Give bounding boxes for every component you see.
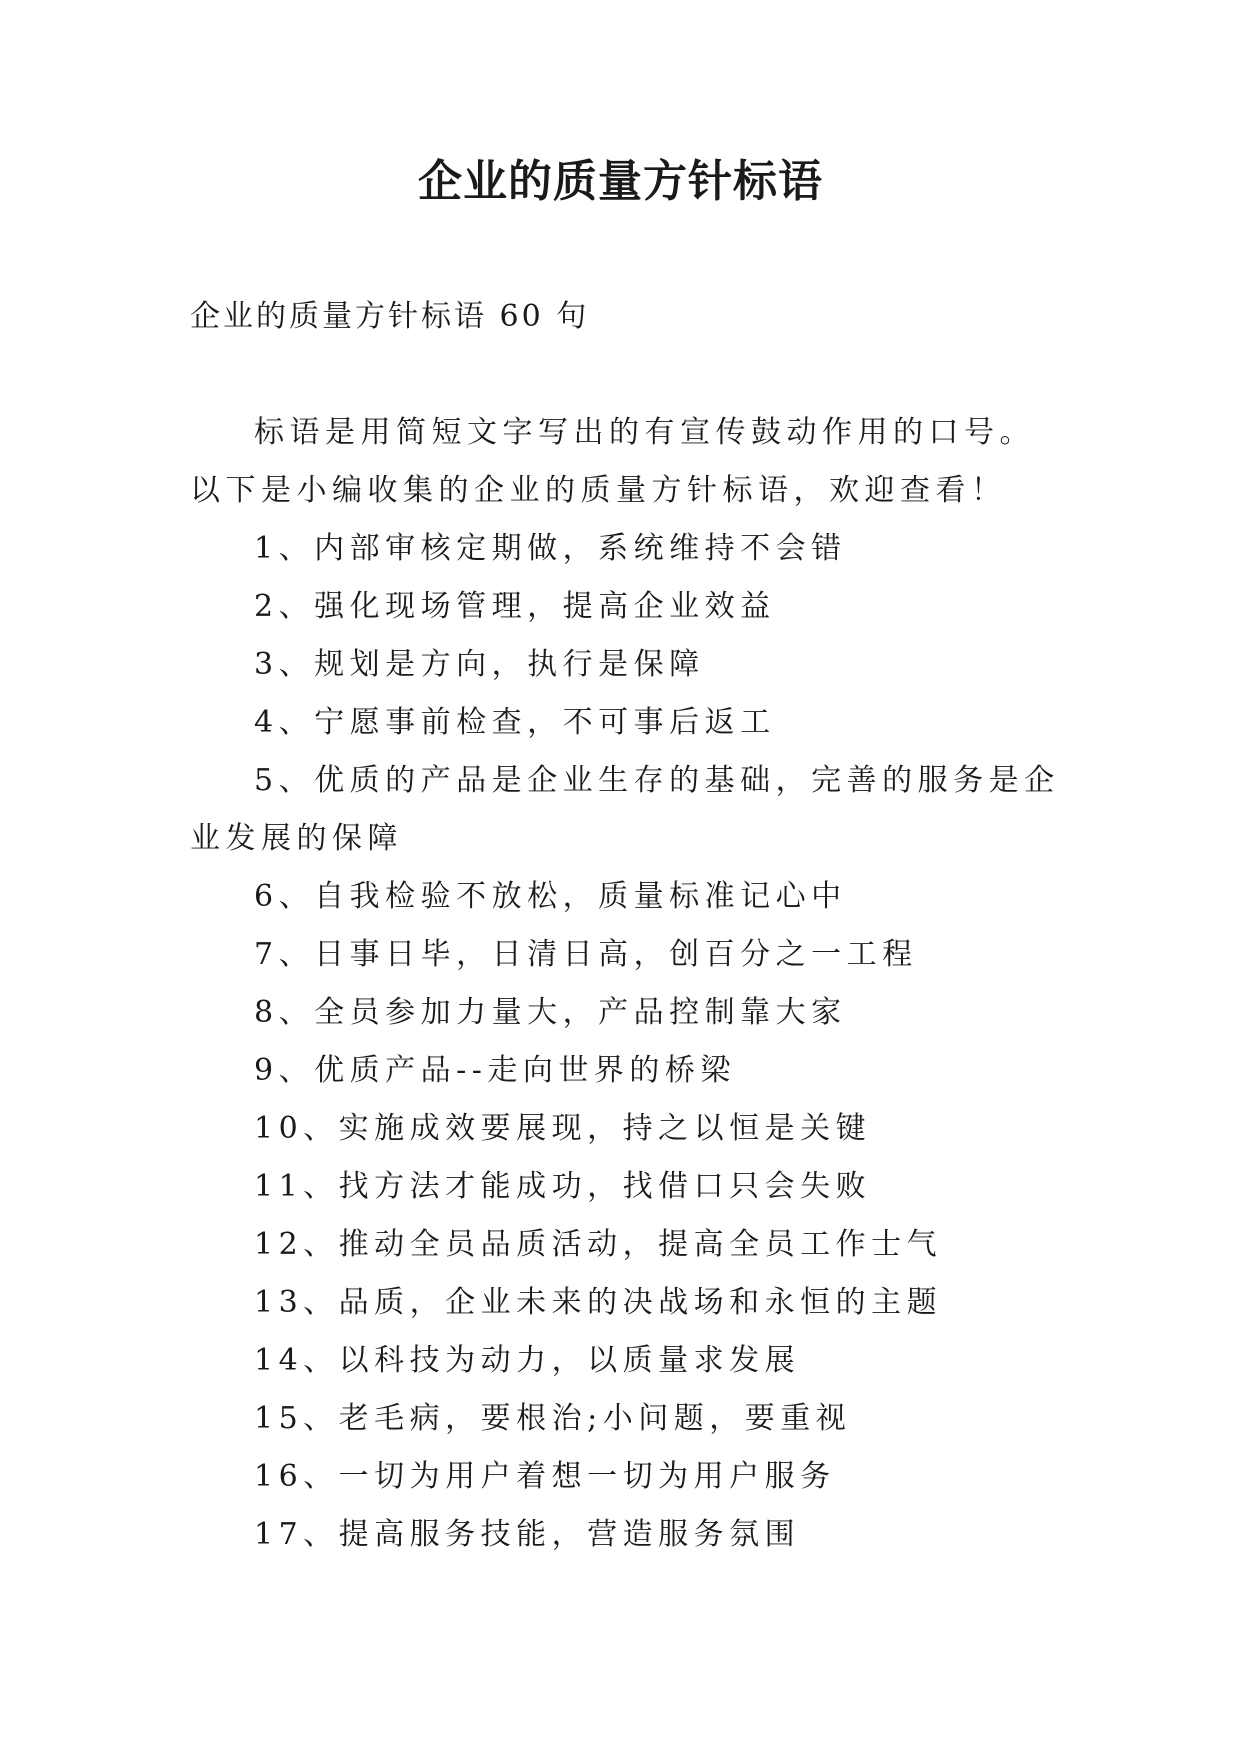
slogan-item: 14、以科技为动力，以质量求发展 — [254, 1343, 801, 1378]
slogan-item: 11、找方法才能成功，找借口只会失败 — [254, 1169, 872, 1204]
slogan-item: 3、规划是方向，执行是保障 — [254, 647, 705, 682]
slogan-item: 13、品质，企业未来的决战场和永恒的主题 — [254, 1285, 943, 1320]
slogan-item: 5、优质的产品是企业生存的基础，完善的服务是企业发展的保障 — [190, 763, 1060, 856]
slogan-item: 7、日事日毕，日清日高，创百分之一工程 — [254, 937, 918, 972]
slogan-item: 15、老毛病，要根治;小问题，要重视 — [254, 1401, 852, 1436]
slogan-item: 12、推动全员品质活动，提高全员工作士气 — [254, 1227, 943, 1262]
document-title: 企业的质量方针标语 — [418, 156, 823, 207]
slogan-item: 17、提高服务技能，营造服务氛围 — [254, 1517, 801, 1552]
slogan-item: 6、自我检验不放松，质量标准记心中 — [254, 879, 847, 914]
slogan-item: 2、强化现场管理，提高企业效益 — [254, 589, 776, 624]
document-subtitle: 企业的质量方针标语 60 句 — [190, 299, 590, 334]
slogan-item: 9、优质产品--走向世界的桥梁 — [254, 1053, 736, 1088]
slogan-item: 4、宁愿事前检查，不可事后返工 — [254, 705, 776, 740]
slogan-item: 10、实施成效要展现，持之以恒是关键 — [254, 1111, 872, 1146]
document-body — [190, 288, 1060, 1564]
slogan-list — [190, 520, 1060, 1564]
slogan-item: 8、全员参加力量大，产品控制靠大家 — [254, 995, 847, 1030]
intro-paragraph: 标语是用简短文字写出的有宣传鼓动作用的口号。以下是小编收集的企业的质量方针标语，欢迎查看！ — [190, 415, 1035, 508]
slogan-item: 16、一切为用户着想一切为用户服务 — [254, 1459, 836, 1494]
slogan-item: 1、内部审核定期做，系统维持不会错 — [254, 531, 847, 566]
